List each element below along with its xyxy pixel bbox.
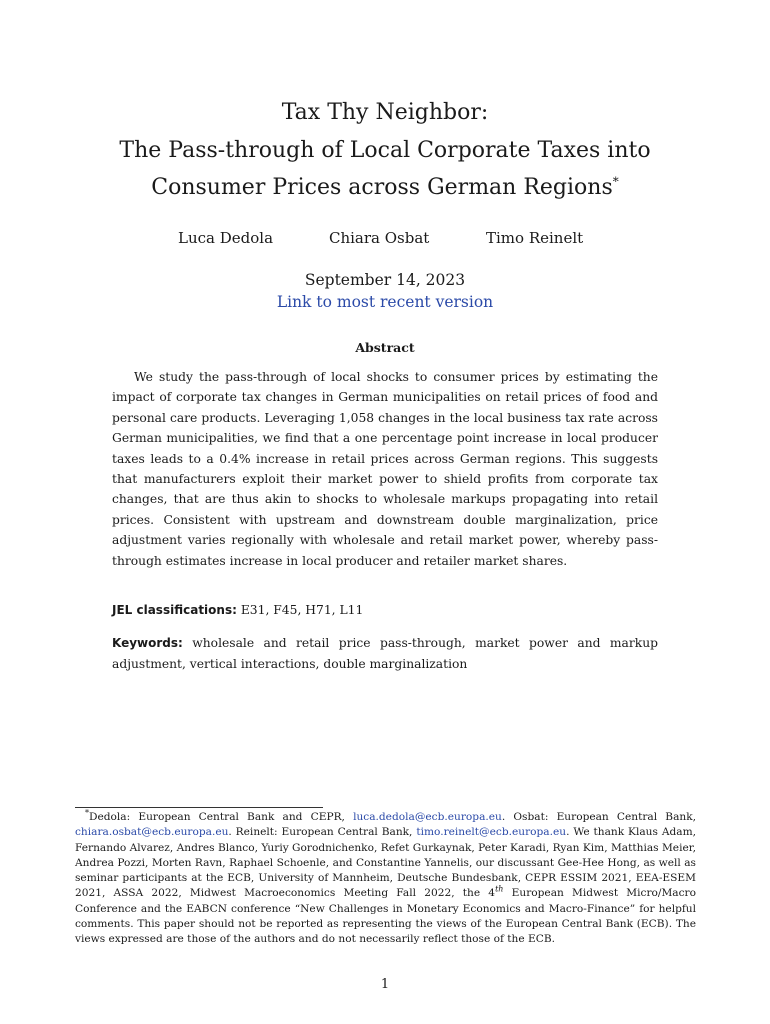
jel-label: JEL classifications: — [112, 603, 237, 617]
author-name: Luca Dedola — [178, 229, 274, 247]
footnote-text: European Midwest Micro/Macro Conference and the EABCN conference “New Challenges in Monetary Economics and Macro-Finance” for helpful comments. This paper should not be reported as representing the views of the European Central Bank (ECB). The views expressed are those of the authors and do not necessarily reflect those of the ECB. — [75, 887, 696, 946]
footnote-text: . Osbat: European Central Bank, — [501, 811, 696, 823]
publication-date: September 14, 2023 — [304, 271, 466, 289]
author-name: Timo Reinelt — [486, 229, 584, 247]
keywords-value: wholesale and retail price pass-through, market power and markup adjustment, vertical interactions, double marginalization — [112, 636, 658, 671]
keywords — [112, 633, 658, 674]
email-link-osbat[interactable]: chiara.osbat@ecb.europa.eu — [75, 826, 229, 839]
footnote-text: Dedola: European Central Bank and CEPR, — [89, 811, 354, 823]
abstract-heading: Abstract — [355, 340, 415, 355]
title-footnote-mark: * — [612, 174, 619, 189]
email-link-reinelt[interactable]: timo.reinelt@ecb.europa.eu — [416, 826, 567, 839]
footnote-mark: * — [85, 808, 89, 818]
title-line-2: The Pass-through of Local Corporate Taxes into — [119, 138, 651, 163]
author-name: Chiara Osbat — [329, 229, 430, 247]
footnote-rule — [75, 807, 323, 808]
keywords-label: Keywords: — [112, 636, 183, 650]
title-line-1: Tax Thy Neighbor: — [281, 100, 489, 125]
abstract-text: We study the pass-through of local shocks to consumer prices by estimating the impact of corporate tax changes in German municipalities on retail prices of food and personal care products. Leveraging 1,058 changes in the local business tax rate across German municipalities, we find that a one percentage point increase in local producer taxes leads to a 0.4% increase in retail prices across German regions. This suggests that manufacturers exploit their market power to shield profits from corporate tax changes, that are thus akin to shocks to wholesale markups propagating into retail prices. Consistent with upstream and downstream double marginalization, price adjustment varies regionally with wholesale and retail market power, whereby pass-through estimates increase in local producer and retailer market shares. — [112, 370, 658, 568]
jel-value: E31, F45, H71, L11 — [240, 603, 364, 617]
title-line-3 — [0, 174, 770, 202]
title-line-3-text: Consumer Prices across German Regions — [151, 175, 613, 200]
recent-version-link[interactable]: Link to most recent version — [276, 293, 494, 311]
footnote-text: . Reinelt: European Central Bank, — [228, 826, 417, 839]
page-number: 1 — [380, 977, 390, 992]
footnote-ordinal: th — [495, 884, 504, 894]
footnote-text: . We thank Klaus Adam, Fernando Alvarez, Andres Blanco, Yuriy Gorodnichenko, Refet Gurkaynak, Peter Karadi, Ryan Kim, Matthias Meier, Andrea Pozzi, Morten Ravn, Raphael Schoenle, and Constantine Yannelis, our discussant Gee-Hee Hong, as well as seminar participants at the ECB, University of Mannheim, Deutsche Bundesbank, CEPR ESSIM 2021, EEA-ESEM 2021, ASSA 2022, Midwest Macroeconomics Meeting Fall 2022, the 4 — [75, 826, 696, 900]
email-link-dedola[interactable]: luca.dedola@ecb.europa.eu — [353, 811, 502, 823]
footnote — [75, 810, 696, 948]
jel-classifications — [112, 600, 658, 620]
